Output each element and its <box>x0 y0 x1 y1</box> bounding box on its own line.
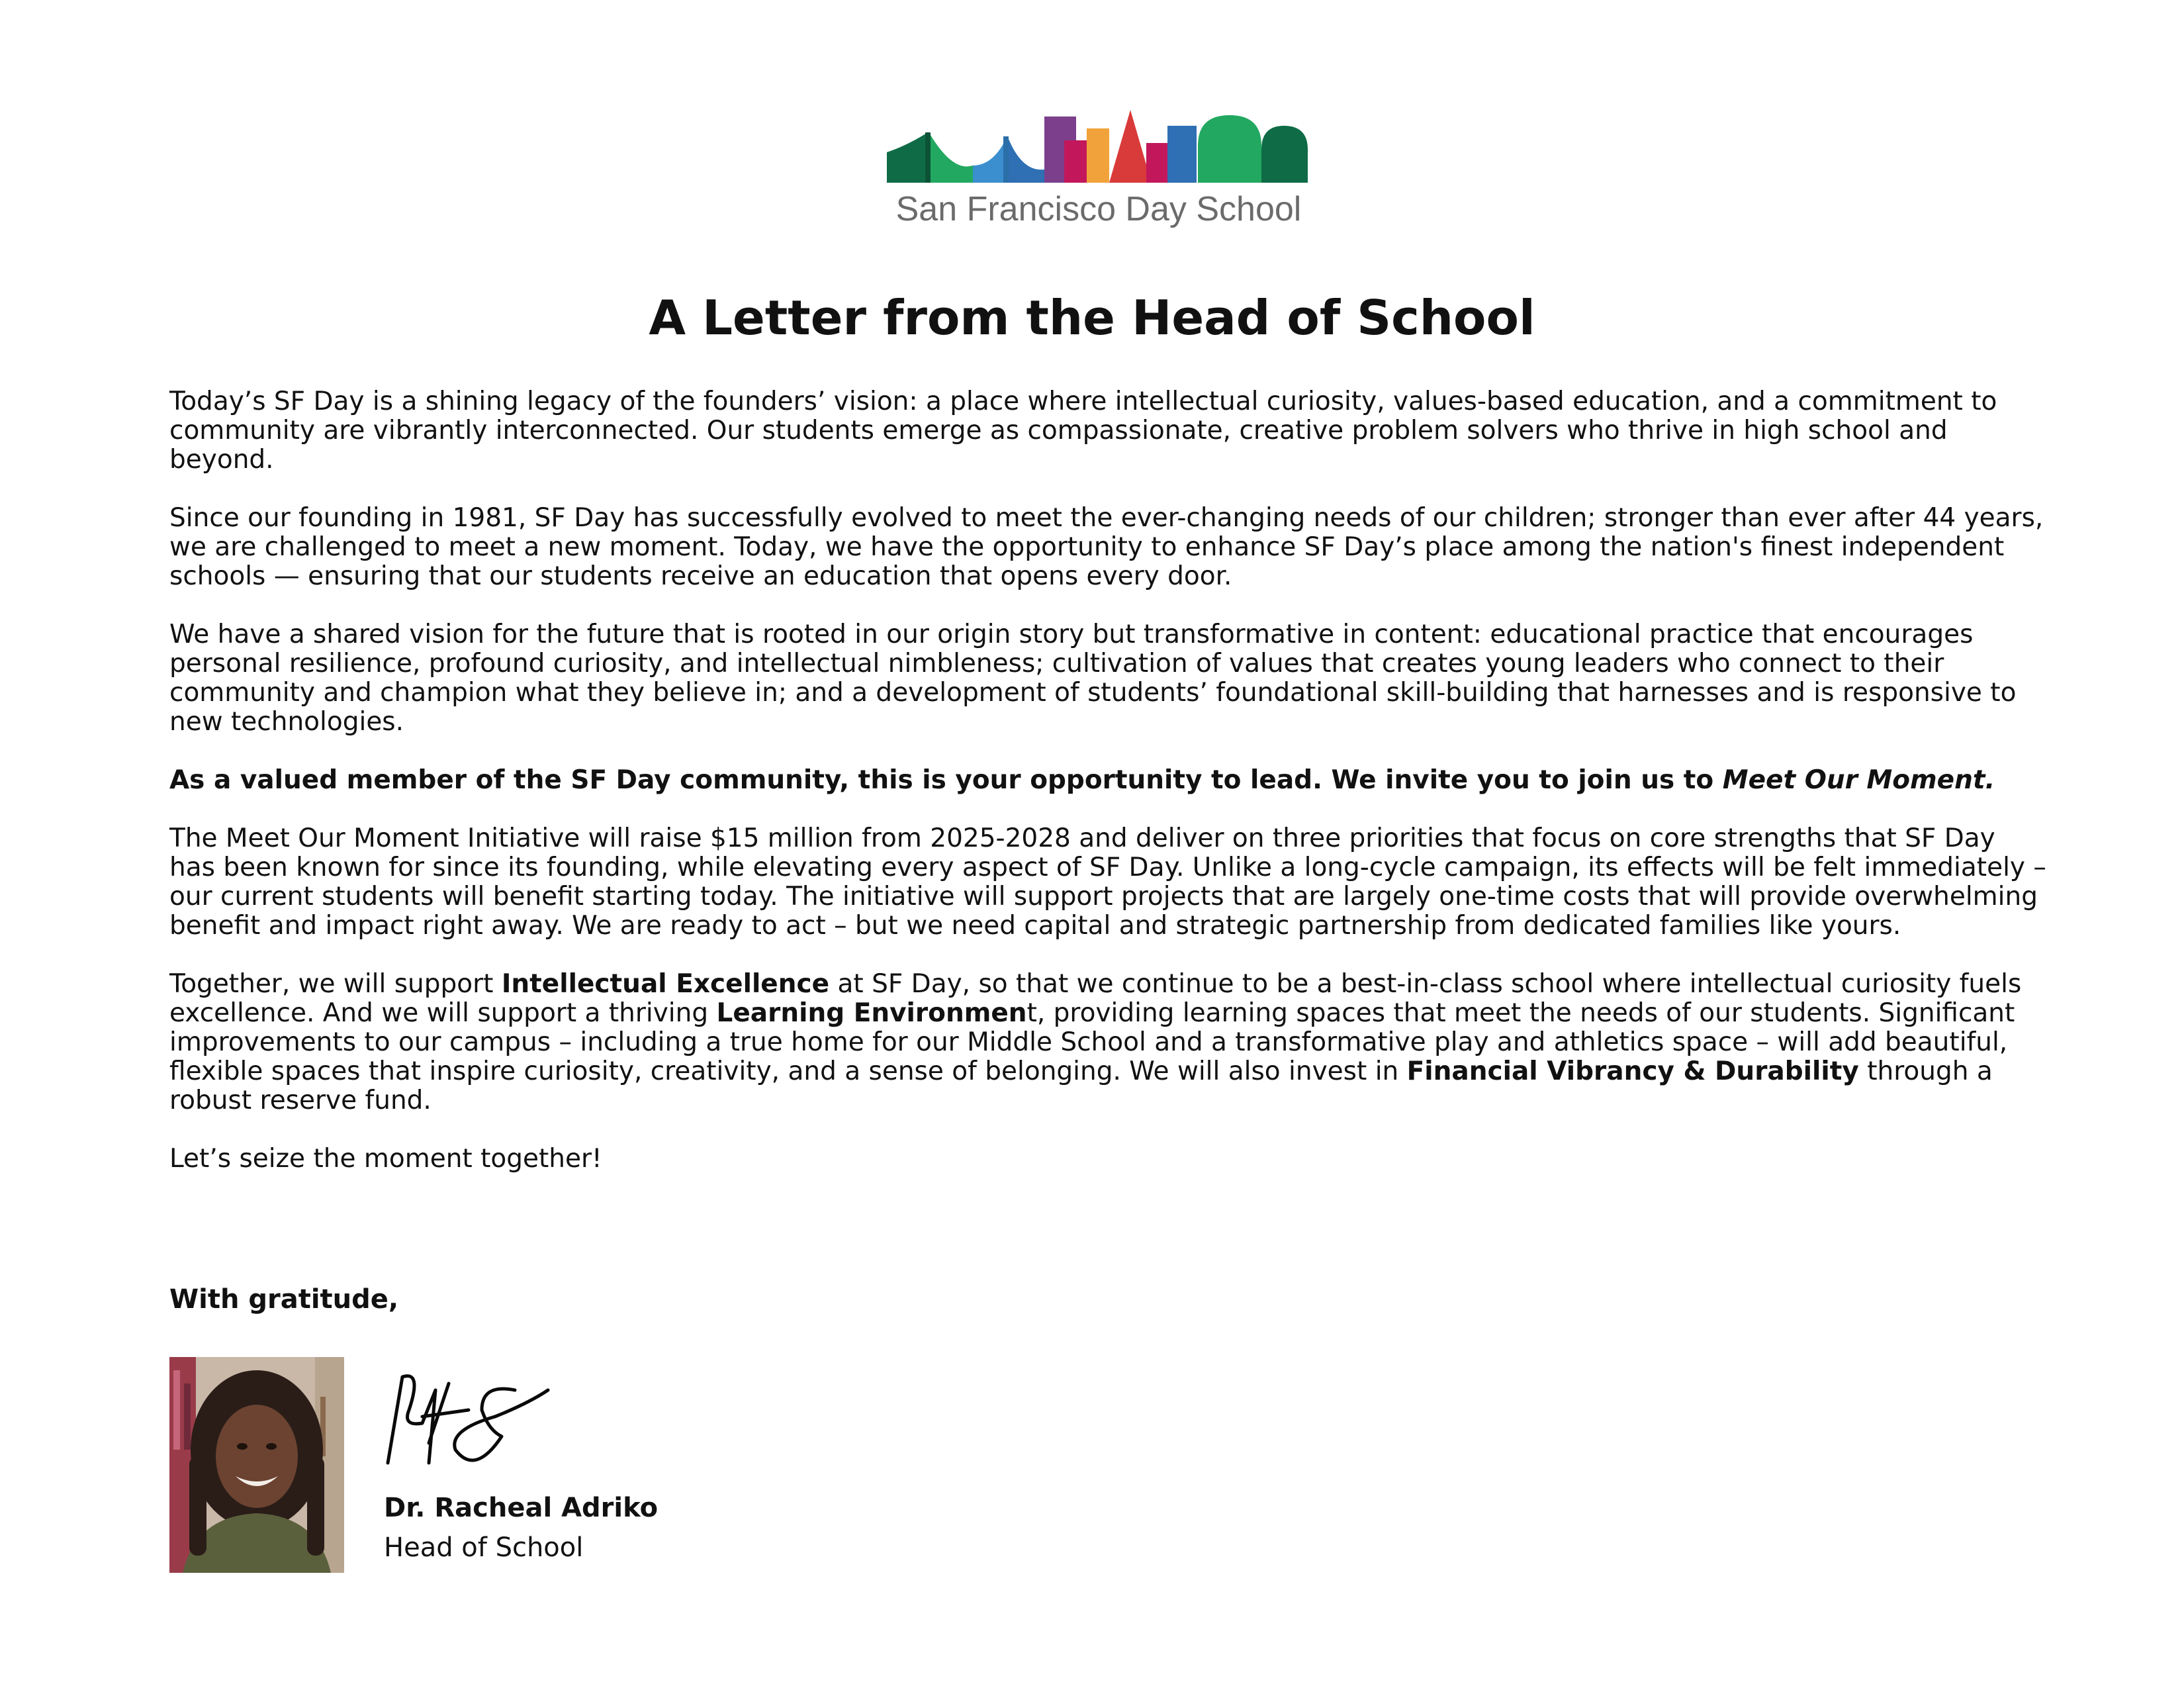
portrait-image <box>169 1357 344 1573</box>
handwritten-signature <box>383 1364 555 1476</box>
page-title: A Letter from the Head of School <box>649 290 1535 346</box>
logo-wordmark: San Francisco Day School <box>895 190 1302 228</box>
closing-salutation: With gratitude, <box>169 1284 399 1315</box>
cta-emphasis: Meet Our Moment. <box>1722 765 1995 795</box>
signature-graphic <box>383 1364 555 1476</box>
p6-text-c: at SF Day, so that we continue to be a best-in-class school where intellectual curiosity fuels excellence. And we will support a thriving <box>169 969 2022 1028</box>
paragraph-3: We have a shared vision for the future that is rooted in our origin story but transformative in content: educational practice that encourages personal resilience, profound curiosity, and intellectual nimbleness; cultivation of values that creates young leaders who connect to their community and champion what they believe in; and a development of students’ foundational skill-building that harnesses and is responsive to new technologies. <box>169 620 2017 737</box>
p6-text-e: t, providing learning spaces that meet the needs of our students. Significant improvements to our campus – including a true home for our Middle School and a transformative play and athletics space – will add beautiful, flexible spaces that inspire curiosity, creativity, and a sense of belonging. We will also invest in <box>169 998 2015 1086</box>
letter-body <box>169 387 2049 1203</box>
skyline-logo-graphic <box>887 106 1310 185</box>
priority-intellectual-excellence: Intellectual Excellence <box>501 969 830 999</box>
priority-learning-environment: Learning Environmen <box>716 998 1027 1028</box>
cta-text: As a valued member of the SF Day community, this is your opportunity to lead. We invite you to join us to <box>169 765 1723 795</box>
signer-name: Dr. Racheal Adriko <box>384 1493 659 1523</box>
school-logo <box>887 106 1310 232</box>
call-to-action-paragraph <box>169 766 2049 795</box>
paragraph-7: Let’s seize the moment together! <box>169 1144 602 1174</box>
paragraph-6 <box>169 970 2049 1115</box>
paragraph-2: Since our founding in 1981, SF Day has successfully evolved to meet the ever-changing needs of our children; stronger than ever after 44 years, we are challenged to meet a new moment. Today, we have the opportunity to enhance SF Day’s place among the nation's finest independent schools — ensuring that our students receive an education that opens every door. <box>169 503 2044 591</box>
priority-financial-vibrancy: Financial Vibrancy & Durability <box>1406 1056 1859 1086</box>
signer-title: Head of School <box>384 1532 584 1563</box>
p6-text-a: Together, we will support <box>169 969 502 999</box>
paragraph-1: Today’s SF Day is a shining legacy of the founders’ vision: a place where intellectual curiosity, values-based education, and a commitment to community are vibrantly interconnected. Our students emerge as compassionate, creative problem solvers who thrive in high school and beyond. <box>169 387 1997 475</box>
p6-text-g: through a robust reserve fund. <box>169 1056 1993 1115</box>
head-of-school-photo <box>169 1357 344 1573</box>
paragraph-5: The Meet Our Moment Initiative will raise $15 million from 2025-2028 and deliver on three priorities that focus on core strengths that SF Day has been known for since its founding, while elevating every aspect of SF Day. Unlike a long-cycle campaign, its effects will be felt immediately – our current students will benefit starting today. The initiative will support projects that are largely one-time costs that will provide overwhelming benefit and impact right away. We are ready to act – but we need capital and strategic partnership from dedicated families like yours. <box>169 823 2046 941</box>
